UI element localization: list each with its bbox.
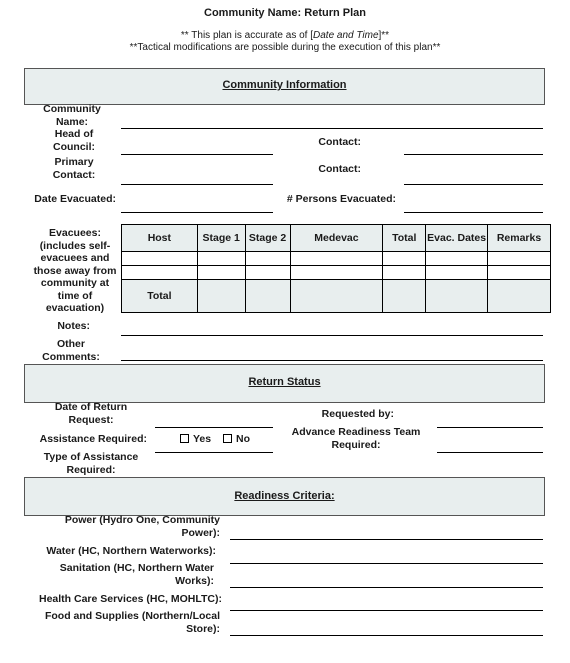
- readiness-item-health: Health Care Services (HC, MOHLTC):: [38, 593, 222, 605]
- table-cell[interactable]: [197, 266, 245, 280]
- notes-label: Notes:: [57, 320, 90, 332]
- water-field[interactable]: [230, 563, 543, 564]
- requested-by-field[interactable]: [437, 427, 543, 428]
- return-date-label: Date of Return Request:: [54, 401, 128, 426]
- table-cell[interactable]: [197, 252, 245, 266]
- col-remarks: Remarks: [488, 225, 551, 252]
- no-checkbox[interactable]: [223, 434, 232, 443]
- yes-label: Yes: [193, 433, 212, 445]
- readiness-item-power: Power (Hydro One, Community Power):: [64, 514, 220, 539]
- assistance-type-field[interactable]: [155, 452, 273, 453]
- other-comments-field[interactable]: [121, 360, 543, 361]
- assistance-options: [180, 433, 250, 445]
- other-comments-label: Other Comments:: [42, 338, 100, 363]
- return-status-header: [24, 364, 545, 403]
- evacuees-table: [121, 224, 551, 313]
- total-row-label: Total: [122, 280, 198, 313]
- table-cell[interactable]: [426, 252, 488, 266]
- table-total-row: [122, 280, 551, 313]
- table-cell[interactable]: [122, 252, 198, 266]
- table-cell[interactable]: [290, 280, 383, 313]
- tactical-note: **Tactical modifications are possible during the execution of this plan**: [129, 42, 441, 53]
- table-cell[interactable]: [383, 280, 426, 313]
- contact-label: Contact:: [318, 136, 361, 148]
- assistance-required-label: Assistance Required:: [39, 433, 147, 445]
- table-cell[interactable]: [488, 266, 551, 280]
- table-cell[interactable]: [383, 252, 426, 266]
- table-cell[interactable]: [290, 252, 383, 266]
- readiness-item-water: Water (HC, Northern Waterworks):: [46, 545, 216, 557]
- community-info-header: [24, 68, 545, 105]
- table-row: [122, 252, 551, 266]
- table-cell[interactable]: [426, 280, 488, 313]
- yes-checkbox[interactable]: [180, 434, 189, 443]
- readiness-header: [24, 477, 545, 516]
- evacuees-label: Evacuees: (includes self-evacuees and those away from community at time of evacuation): [33, 227, 117, 314]
- readiness-item-food: Food and Supplies (Northern/Local Store):: [44, 610, 220, 635]
- health-field[interactable]: [230, 610, 543, 611]
- accuracy-note-prefix: ** This plan is accurate as of [: [180, 30, 314, 41]
- col-stage2: Stage 2: [245, 225, 290, 252]
- table-cell[interactable]: [245, 266, 290, 280]
- community-name-label: Community Name:: [43, 103, 101, 128]
- persons-evacuated-label: # Persons Evacuated:: [286, 193, 396, 205]
- community-name-field[interactable]: [121, 128, 543, 129]
- advance-team-label: Advance Readiness Team Required:: [291, 426, 421, 451]
- contact-field[interactable]: [404, 154, 543, 155]
- food-field[interactable]: [230, 635, 543, 636]
- sanitation-field[interactable]: [230, 587, 543, 588]
- table-cell[interactable]: [488, 280, 551, 313]
- primary-contact-label: Primary Contact:: [52, 156, 96, 181]
- return-date-field[interactable]: [155, 427, 273, 428]
- requested-by-label: Requested by:: [321, 408, 394, 420]
- power-field[interactable]: [230, 539, 543, 540]
- notes-field[interactable]: [121, 335, 543, 336]
- date-evacuated-field[interactable]: [121, 212, 273, 213]
- contact2-label: Contact:: [318, 163, 361, 175]
- readiness-item-sanitation: Sanitation (HC, Northern Water Works):: [59, 562, 214, 587]
- readiness-title: Readiness Criteria:: [234, 490, 335, 502]
- contact2-field[interactable]: [404, 184, 543, 185]
- accuracy-note: [0, 30, 570, 41]
- col-total: Total: [383, 225, 426, 252]
- col-host: Host: [122, 225, 198, 252]
- table-row: [122, 266, 551, 280]
- assistance-type-label: Type of Assistance Required:: [43, 451, 139, 476]
- accuracy-note-suffix: ]**: [378, 30, 390, 41]
- table-cell[interactable]: [122, 266, 198, 280]
- table-cell[interactable]: [245, 252, 290, 266]
- head-of-council-field[interactable]: [121, 154, 273, 155]
- table-cell[interactable]: [488, 252, 551, 266]
- date-evacuated-label: Date Evacuated:: [34, 193, 116, 205]
- persons-evacuated-field[interactable]: [404, 212, 543, 213]
- col-medevac: Medevac: [290, 225, 383, 252]
- head-of-council-label: Head of Council:: [53, 128, 95, 153]
- table-cell[interactable]: [245, 280, 290, 313]
- col-evac-dates: Evac. Dates: [426, 225, 488, 252]
- table-cell[interactable]: [197, 280, 245, 313]
- advance-team-field[interactable]: [437, 452, 543, 453]
- community-info-title: Community Information: [222, 79, 347, 91]
- primary-contact-field[interactable]: [121, 184, 273, 185]
- page-title: Community Name: Return Plan: [204, 7, 366, 19]
- table-cell[interactable]: [426, 266, 488, 280]
- no-label: No: [236, 433, 251, 445]
- accuracy-note-date: Date and Time: [313, 30, 379, 41]
- return-status-title: Return Status: [248, 376, 321, 388]
- table-cell[interactable]: [290, 266, 383, 280]
- col-stage1: Stage 1: [197, 225, 245, 252]
- table-cell[interactable]: [383, 266, 426, 280]
